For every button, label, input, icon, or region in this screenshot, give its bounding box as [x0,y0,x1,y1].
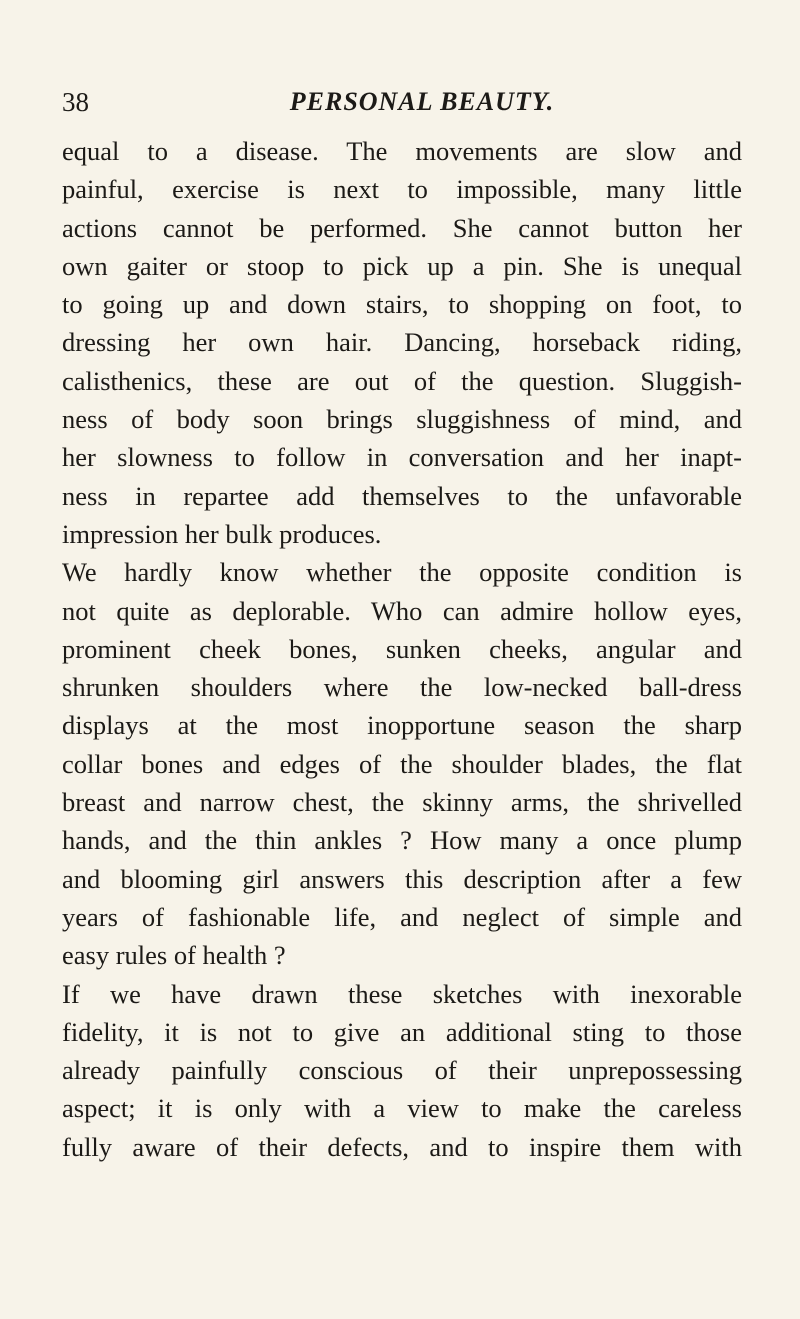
text-line: painful, exercise is next to impossible, many little [62,174,742,205]
body-text [62,132,742,1166]
text-line: aspect; it is only with a view to make the careless [62,1093,742,1124]
running-title: PERSONAL BEAUTY. [289,87,555,116]
text-line: ness in repartee add themselves to the unfavorable [62,480,742,511]
text-line: actions cannot be performed. She cannot button her [62,212,742,243]
text-line: already painfully conscious of their unprepossessing [62,1055,742,1086]
text-line: If we have drawn these sketches with inexorable [62,978,742,1009]
text-line: collar bones and edges of the shoulder blades, the flat [62,748,742,779]
text-line: hands, and the thin ankles ? How many a once plump [62,825,742,856]
text-line: own gaiter or stoop to pick up a pin. She is unequal [62,250,742,281]
text-line: to going up and down stairs, to shopping on foot, to [62,289,742,320]
text-line: impression her bulk produces. [62,518,382,549]
text-line: not quite as deplorable. Who can admire hollow eyes, [62,595,742,626]
page-number: 38 [62,87,89,117]
text-line: ness of body soon brings sluggishness of mind, and [62,404,742,435]
text-line: We hardly know whether the opposite condition is [62,557,742,588]
text-line: displays at the most inopportune season the sharp [62,710,742,741]
text-line: fully aware of their defects, and to inspire them with [62,1131,742,1162]
text-line: her slowness to follow in conversation and her inapt- [62,442,742,473]
text-line: breast and narrow chest, the skinny arms, the shrivelled [62,787,742,818]
text-line: fidelity, it is not to give an additional sting to those [62,1016,742,1047]
text-line: equal to a disease. The movements are slow and [62,136,742,166]
text-line: dressing her own hair. Dancing, horseback riding, [62,327,742,358]
running-head [62,82,742,122]
text-line: calisthenics, these are out of the question. Sluggish- [62,365,742,396]
text-line: shrunken shoulders where the low-necked ball-dress [62,672,742,703]
text-line: years of fashionable life, and neglect of simple and [62,901,742,932]
text-line: and blooming girl answers this description after a few [62,863,742,894]
text-line: prominent cheek bones, sunken cheeks, angular and [62,633,742,664]
text-line: easy rules of health ? [62,940,286,971]
